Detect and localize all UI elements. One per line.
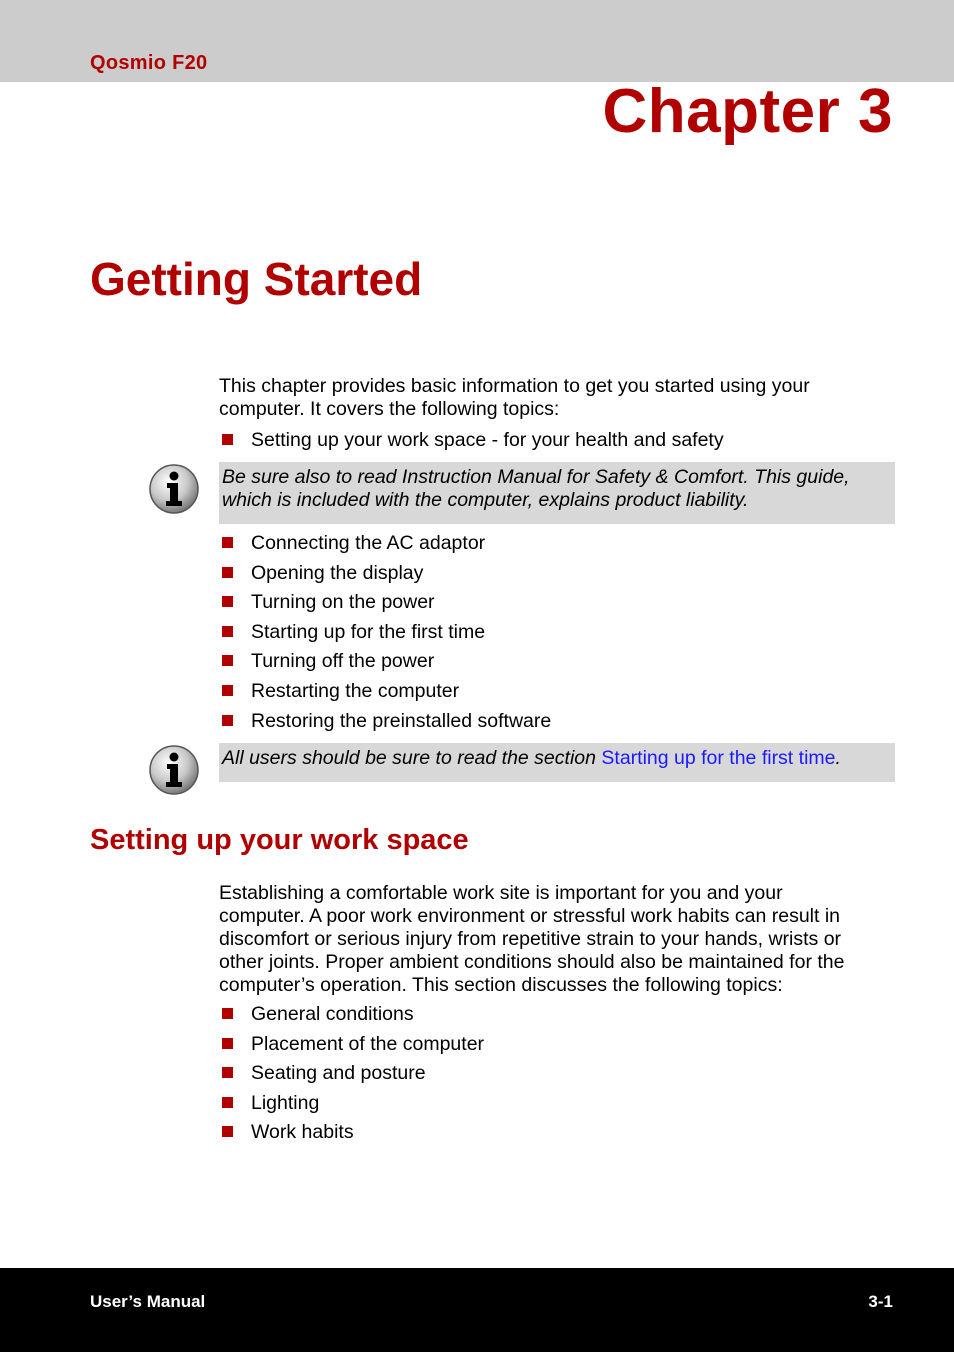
list-item-label: Connecting the AC adaptor <box>251 532 486 554</box>
bullet-square-icon <box>222 655 233 666</box>
list-item <box>219 1121 484 1151</box>
footer-manual-label: User’s Manual <box>90 1292 206 1311</box>
page-title: Getting Started <box>90 253 423 305</box>
note-line: Be sure also to read Instruction Manual for Safety & Comfort. This guide, <box>222 466 850 488</box>
bullet-square-icon <box>222 567 233 578</box>
list-item-label: Opening the display <box>251 561 424 584</box>
topic-list-rest <box>219 532 551 739</box>
list-item <box>219 532 551 562</box>
list-item-label: General conditions <box>251 1003 414 1025</box>
starting-up-link[interactable]: Starting up for the first time <box>601 747 836 769</box>
bullet-square-icon <box>222 715 233 726</box>
note-line: which is included with the computer, explains product liability. <box>222 489 749 511</box>
info-icon <box>148 744 200 796</box>
safety-note <box>219 462 895 524</box>
list-item-label: Setting up your work space - for your health and safety <box>251 429 724 451</box>
info-icon <box>148 463 200 515</box>
intro-line: computer. It covers the following topics: <box>219 398 560 420</box>
intro-line: This chapter provides basic information to get you started using your <box>219 375 810 397</box>
list-item <box>219 710 551 740</box>
list-item-label: Placement of the computer <box>251 1032 485 1055</box>
list-item <box>219 429 724 459</box>
list-item <box>219 1033 484 1063</box>
product-name: Qosmio F20 <box>90 52 208 74</box>
section-heading: Setting up your work space <box>90 824 469 856</box>
section-line: discomfort or serious injury from repetitive strain to your hands, wrists or <box>219 928 842 950</box>
list-item <box>219 650 551 680</box>
list-item-label: Lighting <box>251 1091 320 1114</box>
footer-bar <box>0 1268 954 1352</box>
list-item <box>219 680 551 710</box>
list-item <box>219 1003 484 1033</box>
bullet-square-icon <box>222 434 233 445</box>
list-item-label: Starting up for the first time <box>251 620 486 643</box>
page-number: 3-1 <box>868 1292 893 1311</box>
list-item-label: Restoring the preinstalled software <box>251 709 552 732</box>
list-item <box>219 621 551 651</box>
bullet-square-icon <box>222 537 233 548</box>
bullet-square-icon <box>222 1067 233 1078</box>
first-time-note <box>219 743 895 782</box>
bullet-square-icon <box>222 1097 233 1108</box>
list-item-label: Work habits <box>251 1121 354 1144</box>
bullet-square-icon <box>222 1038 233 1049</box>
list-item <box>219 562 551 592</box>
section-line: other joints. Proper ambient conditions should also be maintained for the <box>219 951 845 973</box>
bullet-square-icon <box>222 685 233 696</box>
bullet-square-icon <box>222 1126 233 1137</box>
section-line: computer’s operation. This section discusses the following topics: <box>219 974 783 996</box>
note-text: All users should be sure to read the section <box>222 747 602 769</box>
list-item-label: Turning off the power <box>251 650 435 673</box>
section-paragraph <box>219 882 899 997</box>
bullet-square-icon <box>222 1008 233 1019</box>
topic-list-first <box>219 429 724 459</box>
list-item <box>219 1062 484 1092</box>
bullet-square-icon <box>222 596 233 607</box>
intro-paragraph <box>219 375 899 421</box>
list-item-label: Seating and posture <box>251 1062 426 1085</box>
list-item <box>219 1092 484 1122</box>
section-line: computer. A poor work environment or stressful work habits can result in <box>219 905 841 927</box>
list-item <box>219 591 551 621</box>
section-topic-list <box>219 1003 484 1151</box>
chapter-label: Chapter 3 <box>602 77 893 146</box>
bullet-square-icon <box>222 626 233 637</box>
note-text-end: . <box>835 747 841 769</box>
section-line: Establishing a comfortable work site is important for you and your <box>219 882 783 904</box>
list-item-label: Turning on the power <box>251 591 435 614</box>
list-item-label: Restarting the computer <box>251 679 460 702</box>
